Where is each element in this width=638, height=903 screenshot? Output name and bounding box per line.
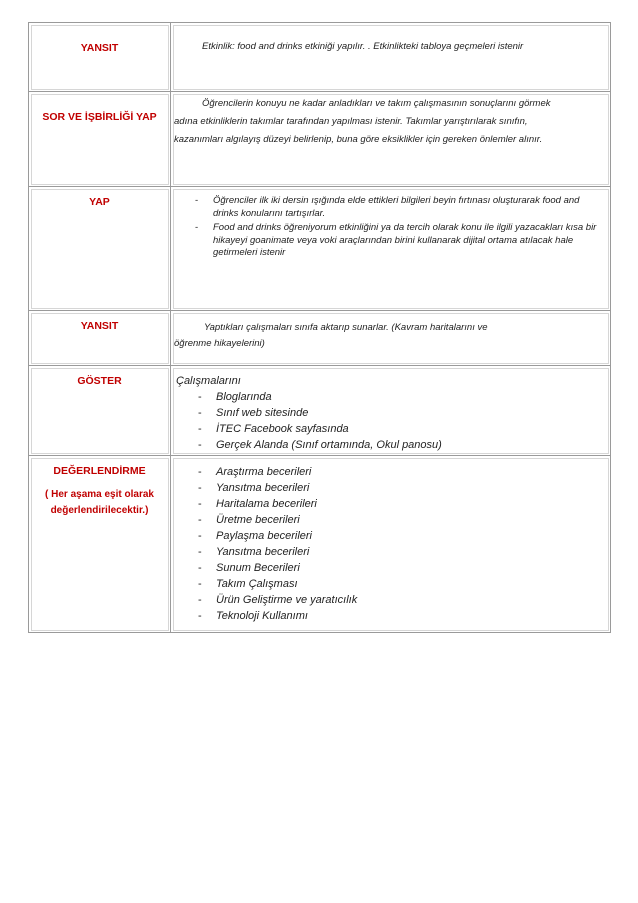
- row-label-cell: [29, 456, 171, 633]
- row-content-cell: [171, 366, 611, 456]
- lesson-plan-table: [28, 22, 611, 633]
- row-sublabel: ( Her aşama eşit olarak değerlendirilecektir.): [45, 489, 154, 516]
- list-item: - Takım Çalışması: [171, 576, 602, 592]
- row-label-cell: [29, 23, 171, 92]
- row-content-cell: [171, 92, 611, 187]
- list-item: - Araştırma becerileri: [171, 464, 602, 480]
- paragraph-line: kazanımları algılayış düzeyi belirlenip, buna göre eksiklikler için gereken önlemler alınır.: [174, 134, 543, 145]
- row-label-cell: [29, 187, 171, 311]
- row-label-cell: [29, 366, 171, 456]
- list-item: - İTEC Facebook sayfasında: [176, 421, 602, 437]
- table-row: [29, 366, 611, 456]
- row-label: YAP: [89, 196, 110, 208]
- table-row: [29, 187, 611, 311]
- paragraph-line: Öğrencilerin konuyu ne kadar anladıkları ve takım çalışmasının sonuçlarını görmek: [202, 98, 551, 109]
- row-label: YANSIT: [80, 42, 119, 54]
- bullet-list: [171, 464, 602, 624]
- list-item: - Öğrenciler ilk iki dersin ışığında elde ettikleri bilgileri beyin fırtınası oluşturarak food and drinks konularını tartışırlar.: [171, 195, 602, 220]
- list-item: - Sınıf web sitesinde: [176, 405, 602, 421]
- list-item: - Ürün Geliştirme ve yaratıcılık: [171, 592, 602, 608]
- row-label: YANSIT: [80, 320, 119, 332]
- list-item: - Teknoloji Kullanımı: [171, 608, 602, 624]
- row-label: SOR VE İŞBİRLİĞİ YAP: [42, 111, 157, 123]
- list-item: - Food and drinks öğreniyorum etkinliğini ya da tercih olarak konu ile ilgili yazacakları kısa bir hikayeyi goanimate veya voki araçlarından birini kullanarak dijital ortama atılacak hale getirmeleri istenir: [171, 222, 602, 260]
- bullet-list: [176, 389, 602, 453]
- activity-text: Etkinlik: food and drinks etkiniği yapılır. . Etkinlikteki tabloya geçmeleri istenir: [202, 41, 524, 52]
- list-item: - Paylaşma becerileri: [171, 528, 602, 544]
- list-item: - Gerçek Alanda (Sınıf ortamında, Okul panosu): [176, 437, 602, 453]
- table-row: [29, 23, 611, 92]
- list-intro: Çalışmalarını: [176, 375, 241, 387]
- row-label-cell: [29, 92, 171, 187]
- row-content-cell: [171, 311, 611, 366]
- list-item: - Yansıtma becerileri: [171, 544, 602, 560]
- row-label-cell: [29, 311, 171, 366]
- list-item: - Sunum Becerileri: [171, 560, 602, 576]
- row-label: GÖSTER: [77, 375, 122, 387]
- paragraph-line: öğrenme hikayelerini): [174, 338, 265, 349]
- row-content-cell: [171, 23, 611, 92]
- list-item: - Haritalama becerileri: [171, 496, 602, 512]
- list-item: - Üretme becerileri: [171, 512, 602, 528]
- table-row: [29, 311, 611, 366]
- bullet-list: [171, 195, 602, 260]
- row-content-cell: [171, 187, 611, 311]
- paragraph-line: adına etkinliklerin takımlar tarafından yapılması istenir. Takımlar yarıştırılarak sınıfın,: [174, 116, 528, 127]
- list-item: - Yansıtma becerileri: [171, 480, 602, 496]
- list-item: - Bloglarında: [176, 389, 602, 405]
- table-row: [29, 456, 611, 633]
- table-row: [29, 92, 611, 187]
- paragraph-line: Yaptıkları çalışmaları sınıfa aktarıp sunarlar. (Kavram haritalarını ve: [204, 322, 488, 333]
- row-label: DEĞERLENDİRME: [53, 465, 146, 477]
- row-content-cell: [171, 456, 611, 633]
